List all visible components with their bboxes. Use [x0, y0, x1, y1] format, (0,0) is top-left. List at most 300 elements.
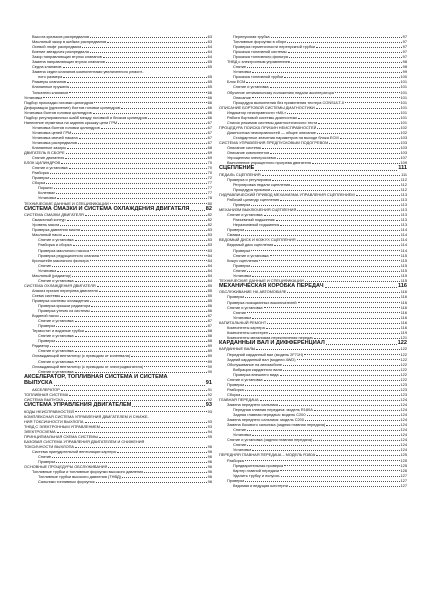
toc-dot-leader [90, 301, 207, 302]
toc-page-number: 67 [207, 129, 212, 135]
toc-page-number: 101 [400, 104, 407, 110]
toc-section-heading[interactable] [219, 165, 407, 172]
toc-dot-leader [247, 67, 401, 68]
toc-dot-leader [335, 92, 400, 93]
toc-page-number: 113 [400, 212, 407, 218]
toc-dot-leader [251, 266, 399, 267]
toc-page-number: 116 [400, 299, 407, 305]
toc-entry-title: Проверка [227, 227, 245, 233]
toc-dot-leader [106, 62, 207, 63]
toc-entry-title: Описание [233, 94, 251, 100]
toc-dot-leader [241, 235, 399, 236]
toc-dot-leader [305, 420, 400, 421]
toc-dot-leader [262, 175, 401, 176]
toc-entry-title: ВЫПУСКА [24, 380, 53, 387]
toc-entry-title: Выполнение упрощенного прогрева двигателя [227, 160, 311, 166]
toc-page-number: 123 [400, 391, 407, 397]
toc-page-number: 88 [207, 333, 212, 339]
toc-page-number: 84 [207, 267, 212, 273]
toc-section-heading[interactable] [24, 374, 212, 381]
toc-dot-leader [110, 203, 207, 204]
toc-dot-leader [291, 62, 401, 63]
toc-page-number: 97 [402, 44, 407, 50]
toc-dot-leader [96, 482, 207, 483]
toc-entry-title: Описание системы [227, 145, 262, 151]
toc-page-number: 65 [207, 84, 212, 90]
toc-page-number: 84 [207, 277, 212, 283]
toc-dot-leader [316, 108, 400, 109]
toc-dot-leader [56, 462, 206, 463]
toc-dot-leader [269, 333, 400, 334]
toc-page-number: 101 [400, 99, 407, 105]
toc-dot-leader [118, 123, 207, 124]
toc-entry-title: Снятие [233, 427, 247, 433]
toc-entry-title: Замена бокового сальника (задняя главная передача) [227, 422, 326, 428]
toc-entry-title: Топливные трубки и топливные форсунки высокого давления [32, 469, 144, 475]
toc-page-number: 101 [400, 114, 407, 120]
toc-entry-title: Клапанные зазоры [32, 145, 67, 151]
toc-entry-title: Замена направляющих втулок клапанов [32, 59, 105, 65]
toc-page-number: 92 [207, 396, 212, 402]
toc-entry-title: Радиатор [32, 343, 50, 349]
toc-page-number: 124 [400, 412, 407, 418]
toc-page-number: 127 [400, 477, 407, 483]
toc-page-number: 116 [400, 304, 407, 310]
toc-dot-leader [264, 380, 400, 381]
toc-dot-leader [255, 170, 397, 171]
toc-page-number: 98 [402, 64, 407, 70]
toc-page-number: 122 [400, 366, 407, 372]
toc-entry-title: Проверка крышки радиатора [38, 303, 91, 309]
toc-section-heading[interactable] [24, 402, 212, 409]
toc-dot-leader [287, 42, 401, 43]
toc-dot-leader [72, 133, 206, 134]
toc-dot-leader [289, 57, 402, 58]
toc-page-number: 91 [207, 386, 212, 392]
toc-dot-leader [132, 406, 204, 407]
toc-page-number: 89 [207, 353, 212, 359]
toc-dot-leader [270, 87, 400, 88]
toc-dot-leader [356, 195, 400, 196]
toc-dot-leader [54, 385, 205, 386]
toc-entry-title: СИСТЕМА ВЫПУСКА [24, 396, 64, 402]
toc-dot-leader [99, 437, 207, 438]
toc-dot-leader [256, 349, 399, 350]
toc-dot-leader [103, 57, 207, 58]
toc-entry-title: Снятие [233, 267, 247, 273]
toc-entry-title: ного размера [38, 74, 63, 80]
toc-dot-leader [75, 351, 207, 352]
toc-dot-leader [267, 323, 400, 324]
toc-dot-leader [284, 77, 399, 78]
toc-dot-leader [316, 47, 402, 48]
toc-entry-title: Проверка герметичности перепускной трубки [233, 44, 315, 50]
toc-dot-leader [131, 356, 207, 357]
toc-entry-title: Проверка утечек из системы [38, 308, 90, 314]
toc-dot-leader [75, 411, 207, 412]
toc-entry-title: СИСТЕМА УПРАВЛЕНИЯ ДВИГАТЕЛЕМ [24, 402, 132, 409]
toc-page-number: 89 [207, 348, 212, 354]
toc-dot-leader [284, 465, 399, 466]
toc-dot-leader [75, 321, 207, 322]
toc-dot-leader [247, 430, 399, 431]
toc-page-number: 124 [400, 442, 407, 448]
toc-page-number: 83 [207, 227, 212, 233]
toc-dot-leader [252, 450, 399, 451]
toc-section-heading[interactable] [219, 283, 407, 290]
toc-page-number: 102 [400, 129, 407, 135]
toc-page-number: 67 [207, 119, 212, 125]
toc-entry-title: Предварительная проверка [233, 462, 284, 468]
toc-page-number: 72 [207, 175, 212, 181]
toc-entry-title: ТЕХНИЧЕСКИЕ ДАННЫЕ И СПЕЦИФИКАЦИИ [24, 200, 109, 206]
toc-entry-title: Замена седел клапанов компонентами увеличенного ремонт- [32, 69, 144, 75]
toc-dot-leader [245, 390, 400, 391]
toc-entry-title: Сборка [32, 180, 46, 186]
toc-dot-leader [75, 447, 207, 448]
toc-entry-title: Передняя главная передача: модель R180A [233, 407, 313, 413]
toc-dot-leader [304, 354, 399, 355]
toc-dot-leader [56, 326, 206, 327]
toc-dot-leader [318, 123, 399, 124]
toc-page-number: 113 [400, 217, 407, 223]
toc-page-number: 66 [207, 94, 212, 100]
toc-dot-leader [67, 220, 207, 221]
toc-entry-title: Осевой люфт распредвала [32, 44, 82, 50]
toc-page-number: 84 [207, 272, 212, 278]
toc-dot-leader [85, 331, 207, 332]
toc-page-number: 66 [207, 114, 212, 120]
toc-dot-leader [75, 240, 207, 241]
toc-page-number: 107 [400, 155, 407, 161]
toc-dot-leader [70, 87, 206, 88]
toc-section-heading[interactable] [24, 380, 212, 387]
toc-entry-title: Проверка масляного насоса [38, 247, 90, 253]
toc-dot-leader [259, 260, 400, 261]
toc-entry-title: КОМПЛЕКСНАЯ СИСТЕМА УПРАВЛЕНИЯ ДВИГАТЕЛЕМ И СНИЖЕ- [24, 413, 149, 419]
toc-entry-title: Процедура прокачки [233, 186, 271, 192]
toc-dot-leader [52, 266, 206, 267]
toc-entry-title: Проверка [233, 247, 251, 253]
toc-page-number: 69 [207, 150, 212, 156]
toc-entry-title: Передний карданный вал (модель 2F71H) [227, 351, 304, 357]
toc-entry-title: Поршни [38, 185, 53, 191]
toc-entry-title: Масляный насос [32, 232, 63, 238]
toc-entry-title: Задняя главная передача: модель C200 [233, 412, 306, 418]
toc-entry-title: ТНВД С ЭЛЕКТРОННЫМ УПРАВЛЕНИЕМ [24, 423, 101, 429]
toc-entry-title: Индикатор неисправности «MIL» [227, 109, 287, 115]
toc-entry-title: Установка [233, 69, 252, 75]
toc-page-number: 122 [400, 376, 407, 382]
toc-dot-leader [325, 287, 397, 288]
toc-dot-leader [60, 225, 206, 226]
toc-dot-leader [90, 37, 207, 38]
toc-section-heading[interactable] [219, 340, 407, 347]
toc-page-number: 116 [400, 314, 407, 320]
toc-dot-leader [305, 281, 400, 282]
toc-entry-title: Термостат и водяные трубки [32, 328, 84, 334]
toc-entry-title: Снятие и установка [38, 277, 74, 283]
toc-dot-leader [54, 188, 207, 189]
toc-page-number: 124 [400, 402, 407, 407]
toc-entry-title: Задний карданный вал (модели 4WD) [227, 356, 296, 362]
toc-page-number: 83 [207, 237, 212, 243]
toc-entry[interactable] [24, 479, 212, 484]
toc-dot-leader [316, 455, 399, 456]
toc-dot-leader [78, 143, 207, 144]
toc-entry-title: Снятие и установка [38, 348, 74, 354]
toc-dot-leader [279, 405, 399, 406]
toc-page-number: 111 [401, 171, 407, 177]
toc-dot-leader [345, 102, 399, 103]
toc-dot-leader [43, 97, 206, 98]
toc-entry-title: Проверка давления масла [32, 227, 81, 233]
toc-entry-title: Снятие [233, 64, 247, 70]
toc-dot-leader [93, 113, 207, 114]
toc-entry-title: МЕХАНИЗМ ВЫКЛЮЧЕНИЯ СЦЕПЛЕНИЯ [219, 207, 297, 213]
toc-entry-title: Проверка [38, 459, 56, 465]
toc-page-number: 116 [400, 289, 407, 295]
toc-entry-title: СИСТЕМА УПРАВЛЕНИЯ ПРЕДПУСКОВЫМ ПОДОГРЕВОМ [219, 139, 329, 145]
toc-page-number: 80 [207, 200, 212, 206]
toc-dot-leader [52, 457, 206, 458]
toc-entry-title: Работа бортовой системы диагностики [227, 114, 298, 120]
toc-page-number: 115 [400, 252, 407, 258]
toc-page-number: 97 [402, 49, 407, 55]
toc-page-number: 93 [207, 423, 212, 429]
toc-entry-title: ТЕХНИЧЕСКИЕ ДАННЫЕ И СПЕЦИФИКАЦИИ [219, 277, 304, 283]
toc-page-number: 112 [400, 186, 407, 192]
toc-dot-leader [60, 316, 207, 317]
toc-page-number: 126 [400, 467, 407, 473]
toc-entry-title: ОПИСАНИЕ БОРТОВОЙ СИСТЕМЫ ДИАГНОСТИКИ [219, 104, 315, 110]
toc-dot-leader [280, 470, 399, 471]
toc-dot-leader [298, 118, 399, 119]
toc-entry-title: Обучение оптимальному положению педали акселератора [227, 89, 334, 95]
toc-entry-title: Снятие и установка [227, 376, 263, 382]
toc-dot-leader [297, 359, 400, 360]
toc-page-number: 66 [207, 109, 212, 115]
toc-page-number: 65 [207, 59, 212, 65]
toc-entry-title: Размеры клапанов [32, 79, 67, 85]
toc-page-number: 68 [207, 145, 212, 151]
toc-entry-title: ГЛАВНАЯ ПЕРЕДАЧА [219, 396, 259, 402]
toc-page-number: 69 [207, 155, 212, 161]
toc-dot-leader [65, 158, 206, 159]
toc-page-number: 85 [207, 297, 212, 303]
toc-page-number: 121 [400, 334, 407, 340]
toc-page-number: 98 [402, 59, 407, 65]
toc-page-number: 127 [400, 472, 407, 478]
toc-page-number: 114 [400, 237, 407, 243]
toc-dot-leader [276, 220, 400, 221]
toc-entry-title: Водяной насос [32, 313, 60, 319]
toc-page-number: 122 [400, 346, 407, 352]
toc-page-number: 116 [400, 294, 407, 300]
toc-page-number: 101 [400, 89, 407, 95]
toc-dot-leader [252, 318, 399, 319]
toc-entry-title: Проверка и регулировка [227, 176, 272, 182]
toc-dot-leader [67, 82, 207, 83]
toc-entry-title: Сальники топливных форсунок [38, 479, 95, 485]
toc-entry-title: НИЯ ТОКСИЧНОСТИ ВЫХЛОПА [24, 418, 84, 424]
toc-page-number: 112 [400, 176, 407, 182]
toc-dot-leader [251, 205, 399, 206]
toc-entry-title: ЭЛЕКТРОСХЕМА [24, 428, 56, 434]
toc-entry-title: ОСНОВНЫЕ ПРОЦЕДУРЫ ОБСЛУЖИВАНИЯ [24, 464, 108, 470]
toc-page-number: 70 [207, 160, 212, 166]
toc-dot-leader [313, 440, 399, 441]
toc-dot-leader [63, 77, 207, 78]
toc-entry-title: Снятие [233, 309, 247, 315]
toc-page-number: 85 [207, 292, 212, 298]
toc-dot-leader [50, 173, 207, 174]
toc-entry-title: Анализ причин перегрева двигателя [32, 287, 98, 293]
toc-page-number: 97 [402, 54, 407, 60]
toc-page-number: 65 [207, 64, 212, 70]
toc-entry-title: Упрощенная электросхема [227, 155, 276, 161]
toc-page-number: 82 [207, 217, 212, 223]
toc-dot-leader [252, 97, 400, 98]
toc-page-number: 116 [400, 309, 407, 315]
toc-page-number: 109 [400, 160, 407, 166]
toc-dot-leader [56, 193, 206, 194]
toc-entry-title: Проверка [38, 323, 56, 329]
toc-page-number: 94 [207, 428, 212, 434]
toc-dot-leader [288, 52, 402, 53]
toc-entry-title: Снятие и установка [38, 237, 74, 243]
toc-dot-leader [50, 346, 206, 347]
toc-page-number: 115 [400, 277, 407, 283]
toc-page-number: 64 [207, 44, 212, 50]
toc-dot-leader [90, 260, 207, 261]
toc-page-number: 125 [400, 457, 407, 463]
toc-dot-leader [262, 148, 399, 149]
toc-dot-leader [274, 245, 400, 246]
toc-dot-leader [46, 183, 206, 184]
toc-left-column [24, 34, 212, 484]
toc-dot-leader [61, 390, 207, 391]
toc-dot-leader [272, 180, 400, 181]
toc-entry-title: Компоненты шестерен [227, 329, 269, 335]
toc-dot-leader [117, 452, 207, 453]
toc-page-number: 82 [207, 212, 212, 218]
toc-dot-leader [245, 481, 399, 482]
toc-entry-title: Проверка [38, 338, 56, 344]
toc-entry-title: Снятие и установка (задняя главная передача) [227, 437, 313, 443]
toc-dot-leader [289, 486, 400, 487]
toc-dot-leader [63, 235, 206, 236]
toc-page-number: 113 [400, 222, 407, 228]
toc-dot-leader [91, 306, 206, 307]
toc-page-number: 64 [207, 54, 212, 60]
toc-entry-title: ТОКСИЧНОСТИ ВЫХЛОПА [24, 443, 75, 449]
toc-dot-leader [280, 200, 400, 201]
toc-page-number: 77 [207, 185, 212, 191]
toc-entry-title: Масляный (радиатор) [32, 272, 72, 278]
toc-page-number: 87 [207, 318, 212, 324]
toc-dot-leader [81, 230, 207, 231]
toc-dot-leader [251, 250, 399, 251]
toc-page-number: 96 [207, 454, 212, 460]
toc-entry-title: Установка [233, 432, 252, 438]
toc-page-number: 116 [400, 324, 407, 330]
toc-section-heading[interactable] [24, 206, 212, 213]
toc-entry-title: Снятие [38, 454, 52, 460]
toc-entry-title: Топливные трубки высокого давления (ТНВД) [38, 474, 121, 480]
toc-dot-leader [283, 365, 399, 366]
toc-dot-leader [252, 435, 399, 436]
toc-entry-title: Замена переднего сальника: модель C200 [227, 417, 304, 423]
toc-page-number: 124 [400, 427, 407, 433]
toc-entry-title: СИСТЕМА СМАЗКИ ДВИГАТЕЛЯ [24, 212, 84, 218]
toc-page-number: 67 [207, 124, 212, 130]
toc-page-number: 124 [400, 422, 407, 428]
toc-entry-title: БЛОК ЦИЛИНДРОВ [24, 160, 61, 166]
toc-dot-leader [340, 138, 400, 139]
toc-entry-title: Сборка [227, 391, 241, 397]
toc-entry-title: ПРИНЦИПИАЛЬНАЯ СХЕМА СИСТЕМЫ [24, 433, 98, 439]
toc-page-number: 113 [400, 192, 407, 197]
toc-page-number: 96 [207, 443, 212, 449]
toc-entry[interactable] [219, 483, 407, 488]
toc-dot-leader [61, 163, 207, 164]
toc-page-number: 66 [207, 89, 212, 95]
toc-entry-title: АКСЕЛЕРАТОР [32, 386, 60, 392]
toc-entry-title: Стандартные значения параметров на выходе блока ECM [233, 134, 339, 140]
toc-dot-leader [266, 328, 400, 329]
toc-entry-title: Неразъемный подшипник [233, 222, 280, 228]
toc-entry-title: Блок ECM [227, 79, 246, 85]
toc-entry-title: Компоненты картера [227, 324, 265, 330]
toc-entry-title: ТНВД с электронным управлением [227, 59, 291, 65]
toc-page-number: 122 [400, 361, 407, 367]
toc-entry-title: МЕХАНИЧЕСКАЯ КОРОБКА ПЕРЕДАЧ [219, 282, 324, 289]
toc-entry-title: Замена переднего сальника [227, 402, 279, 407]
toc-dot-leader [277, 158, 400, 159]
toc-entry-title: КОДЫ НЕИСПРАВНОСТЕЙ [24, 408, 74, 414]
toc-entry-title: Проверка редукционного клапана [38, 252, 100, 258]
toc-entry-title: Удалить трубку и полуось [233, 472, 280, 478]
toc-dot-leader [101, 427, 207, 428]
toc-page-number: 119 [400, 329, 407, 335]
toc-page-number: 86 [207, 303, 212, 309]
toc-page-number: 65 [207, 79, 212, 85]
toc-entry-title: Кожух сцепления [227, 257, 259, 263]
toc-page-number: 96 [207, 474, 212, 480]
toc-dot-leader [317, 128, 399, 129]
toc-page-number: 87 [207, 323, 212, 329]
toc-dot-leader [329, 143, 399, 144]
toc-dot-leader [297, 240, 400, 241]
toc-page-number: 101 [400, 94, 407, 100]
toc-dot-leader [73, 245, 207, 246]
toc-page-number: 124 [400, 396, 407, 402]
toc-page-number: 91 [205, 380, 212, 387]
toc-dot-leader [246, 82, 399, 83]
toc-entry-title: Разборка и сборка [38, 242, 72, 248]
toc-entry-title: Охлаждающий вентилятор (с приводом от коленвала) [32, 353, 131, 359]
toc-entry-title: АКСЕЛЕРАТОР, ТОПЛИВНАЯ СИСТЕМА И СИСТЕМА [24, 373, 168, 380]
toc-entry-title: Деформация (удлинение) болтов головки цилиндров [24, 104, 120, 110]
toc-page-number: 114 [400, 247, 407, 253]
toc-page-number: 114 [400, 232, 407, 238]
toc-entry-title: Смазочный контур [32, 217, 66, 223]
toc-page-number: 67 [207, 139, 212, 145]
toc-dot-leader [307, 415, 400, 416]
toc-entry-title: Высота кулачков распредвалов [32, 34, 90, 39]
toc-entry-title: КАРДАННЫЙ ВАЛ И ДИФФЕРЕНЦИАЛ [219, 339, 325, 346]
